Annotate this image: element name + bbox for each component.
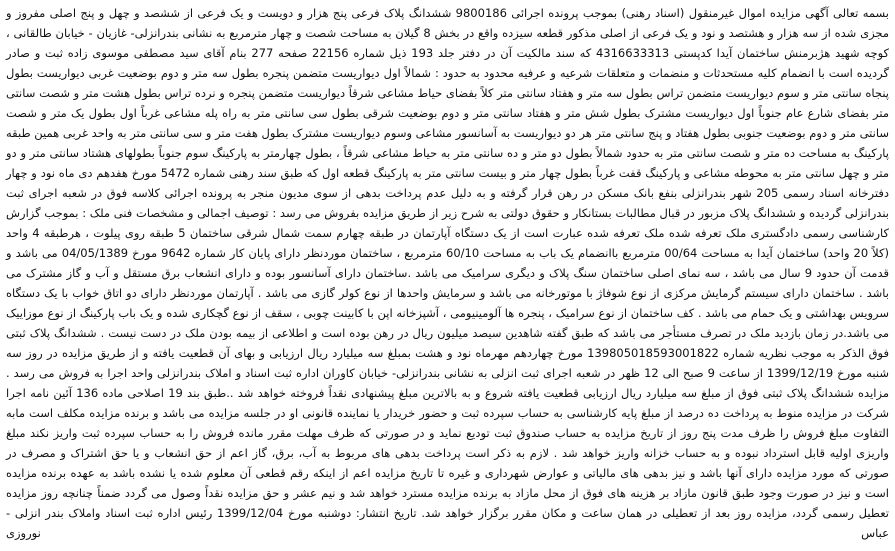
notice-body-text: بسمه تعالی آگهی مزایده اموال غیرمنقول (اسناد رهنی) بموجب پرونده اجرائی 9800186 ششدانگ پلاک فرعی پنج هزار و دویست و یک فرعی از ششصد و چهل و پنج اصلی مفروز و مجزی شده از سه هزار و هشتصد و نود و یک فرعی از اصلی مذکور قطعه سیزده واقع در بخش 8 گیلان به مساحت شصت و چهار مترمربع به نشانی بندرانزلی- غازیان - خیابان طالقانی ، کوچه شهید هژبرمنش ساختمان آیدا کدپستی 4316633313 که سند مالکیت آن در دفتر جلد 193 ذیل شماره 22156 صفحه 277 بنام آقای سید مصطفی موسوی زاده ثبت و صادر گردیده است با انضمام کلیه مستحدثات و منضمات و متعلقات شرعیه و عرفیه محدود به حدود : شمالاً اول دیواریست متضمن پنجره بطول سه متر و دوم بوضعیت غربی دیواریست بطول پنجاه سانتی متر و سوم دیواریست متضمن تراس بطول سه متر و هفتاد سانتی متر کلاً بفضای حیاط مشاعی شرقاً دیواریست متضمن پنجره و نرده تراس بطول هشت متر و شصت سانتی متر بفضای شارع عام جنوباً اول دیواریست مشترک بطول شش متر و هفتاد سانتی متر و دوم بوضعیت شرقی بطول سی سانتی متر به راه پله مشاعی غرباً اول بطول یک متر و شصت سانتی متر و دوم بوضعیت جنوبی بطول هفتاد و پنج سانتی متر هر دو دیواریست به آسانسور مشاعی وسوم دیواریست مشترک بطول هفت متر و سی سانتی متر به واحد غربی همین طبقه پارکینگ به مساحت ده متر و شصت سانتی متر به حدود شمالاً بطول دو متر و ده سانتی متر به حیاط مشاعی شرقاً ، بطول چهارمتر به پارکینگ سوم جنوباً بطولهای هشتاد سانتی متر و دو متر و چهل سانتی متر به محوطه مشاعی و پارکینگ قفت غرباً بطول چهار متر و بیست سانتی متر به پارکینگ قطعه اول که طبق سند رهنی شماره 5472 مورخ هفدهم دی ماه نود و چهار دفترخانه اسناد رسمی 205 شهر بندرانزلی بنفع بانک مسکن در رهن قرار گرفته و به دلیل عدم پرداخت بدهی از سوی مدیون منجر به پرونده اجرائی کلاسه فوق در شعبه اجرای ثبت بندرانزلی گردیده و ششدانگ پلاک مزبور در قبال مطالبات بستانکار و حقوق دولتی به شرح زیر از طریق مزایده بفروش می رسد : توصیف اجمالی و مشخصات فنی ملک : بموجب گزارش کارشناسی رسمی دادگستری ملک تعرفه شده ملک تعرفه شده عبارت است از یک دستگاه آپارتمان در طبقه چهارم سمت شمال شرقی ساختمان 5 طبقه روی پیلوت ، هرطبقه 4 واحد (کلاً 20 واحد) ساختمان آیدا به مساحت 00/64 مترمربع باانضمام یک باب به مساحت 60/10 مترمربع ، ساختمان موردنظر دارای پایان کار شماره 9642 مورخ 04/05/1389 می باشد و قدمت آن حدود 9 سال می باشد ، سه نمای اصلی ساختمان سنگ پلاک و دیگری سرامیک می باشد .ساختمان دارای آسانسور بوده و دارای انشعاب برق مستقل و آب و گاز مشترک می باشد . ساختمان دارای سیستم گرمایش مرکزی از نوع شوفاژ با موتورخانه می باشد و سرمایش واحدها از نوع کولر گازی می باشد . آپارتمان موردنظر دارای دو اتاق خواب با یک دستگاه سرویس بهداشتی و یک حمام می باشد . کف ساختمان از نوع سرامیک ، پنجره ها آلومینیومی ، آشپزخانه اپن با کابینت چوبی ، سقف از نوع گچکاری شده و یک باب پارکینگ از نوع موزاییک می باشد.در زمان بازدید ملک در تصرف مستأجر می باشد که طبق گفته شاهدین سیصد میلیون ریال در رهن بوده است و اطلاعی از بیمه بودن ملک در دست نیست . ششدانگ پلاک ثبتی فوق الذکر به موجب نظریه شماره 139805018593001822 مورخ چهاردهم مهرماه نود و هشت بمبلغ سه میلیارد ریال ارزیابی و بهای آن قطعیت یافته و از طریق مزایده در روز سه شنبه مورخ 1399/12/19 از ساعت 9 صبح الی 12 ظهر در شعبه اجرای ثبت انزلی به نشانی بندرانزلی- خیابان کاوران اداره ثبت اسناد و املاک بندرانزلی واحد اجرا به فروش می رسد . مزایده ششدانگ پلاک ثبتی فوق از مبلغ سه میلیارد ریال ارزیابی قطعیت یافته شروع و به بالاترین مبلغ پیشنهادی نقداً فروخته خواهد شد ..طبق بند 19 اصلاحی ماده 136 آئین نامه اجرا شرکت در مزایده منوط به پرداخت ده درصد از مبلغ پایه کارشناسی به حساب سپرده ثبت و حضور خریدار یا نماینده قانونی او در جلسه مزایده می باشد و برنده مزایده مکلف است مابه التفاوت مبلغ فروش را ظرف مدت پنج روز از تاریخ مزایده به حساب صندوق ثبت تودیع نماید و در صورتی که ظرف مهلت مقرر مانده فروش را به حساب سپرده ثبت واریز نکند مبلغ واریزی اولیه قابل استرداد نبوده و به حساب خزانه واریز خواهد شد . لازم به ذکر است پرداخت بدهی های مربوط به آب، برق، گاز اعم از حق انشعاب و یا حق اشتراک و مصرف در صورتی که مورد مزایده دارای آنها باشد و نیز بدهی های مالیاتی و عوارض شهرداری و غیره تا تاریخ مزایده اعم از اینکه رقم قطعی آن معلوم شده یا نشده باشد به عهده برنده مزایده است و نیز در صورت وجود طبق قانون مازاد بر هزینه های فوق از محل مازاد به برنده مزایده مسترد خواهد شد و نیم عشر و حق مزایده نقداً وصول می گردد ضمناً چنانچه روز مزایده تعطیل رسمی گردد، مزایده روز بعد از تعطیلی در همان ساعت و مکان مقرر برگزار خواهد شد. تاریخ انتشار: دوشنبه مورخ 1399/12/04 رئیس اداره ثبت اسناد واملاک بندر انزلی - عباس نوروزی <box>6 6 890 541</box>
